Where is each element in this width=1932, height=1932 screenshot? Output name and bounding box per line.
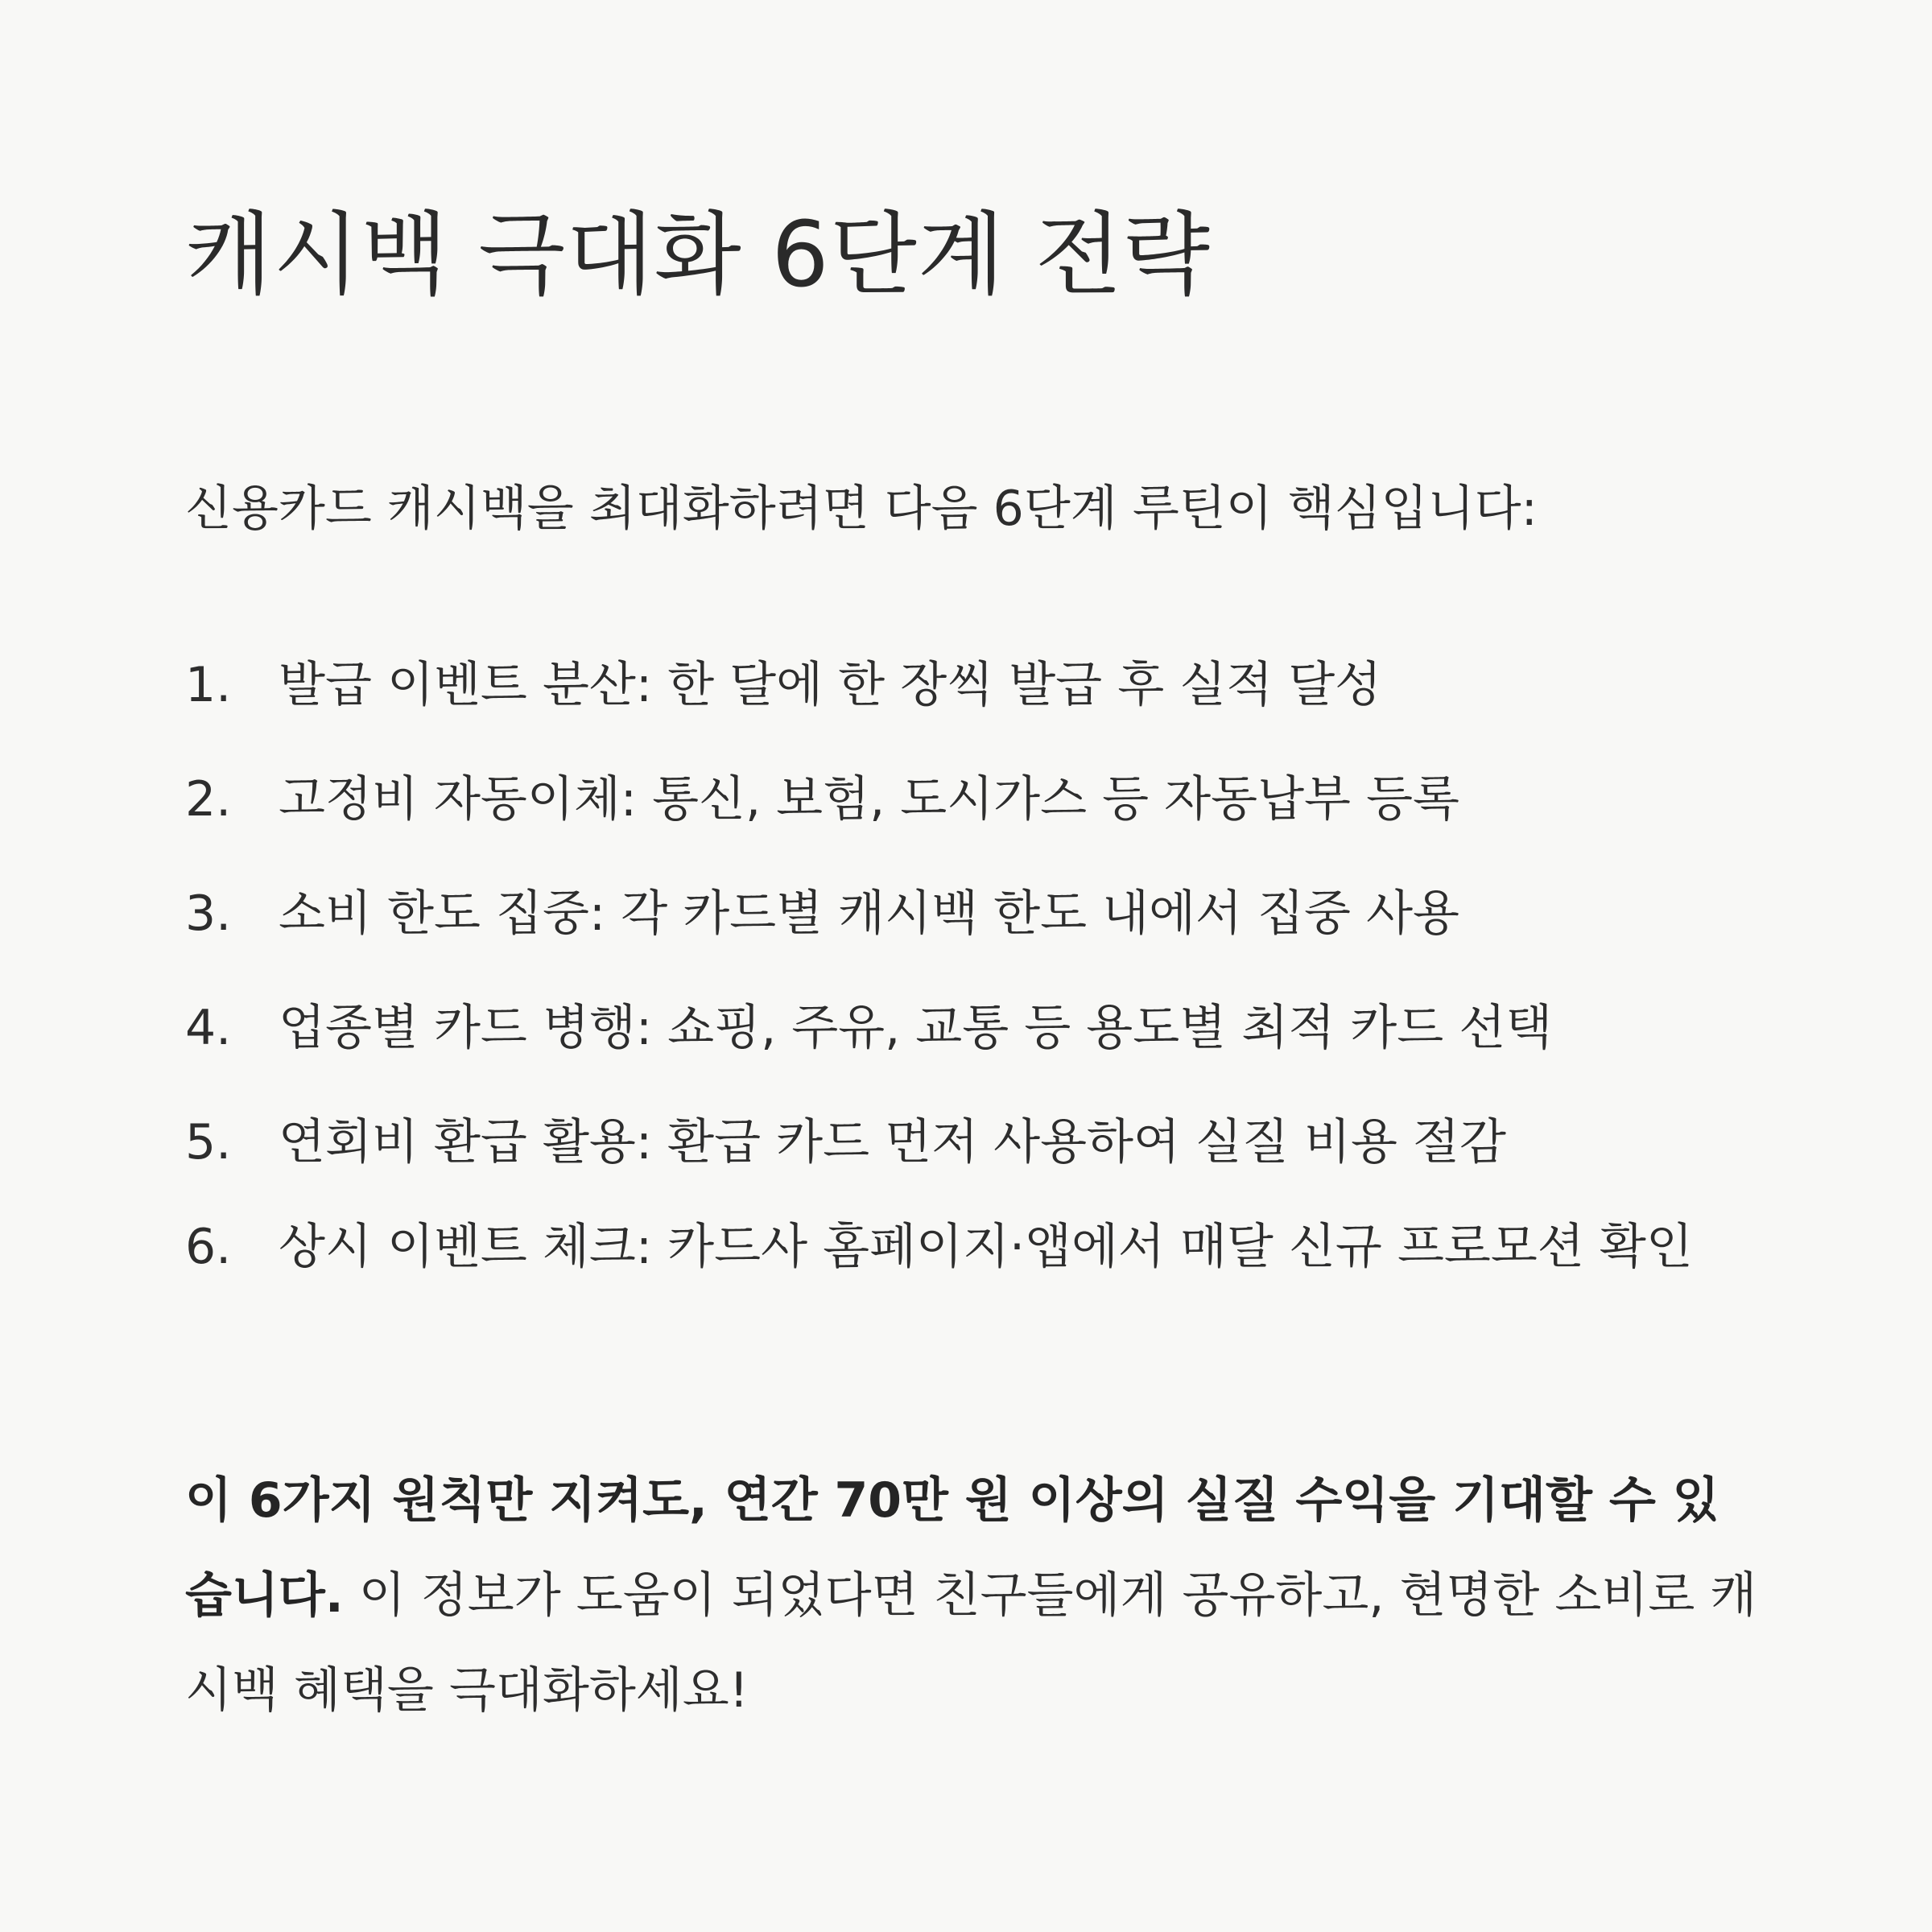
step-item <box>185 1085 1763 1199</box>
intro-paragraph: 신용카드 캐시백을 최대화하려면 다음 6단계 루틴이 핵심입니다: <box>185 481 1538 537</box>
step-text: 상시 이벤트 체크: 카드사 홈페이지·앱에서 매달 신규 프로모션 확인 <box>279 1219 1693 1275</box>
step-item <box>185 857 1763 971</box>
step-number: 1. <box>185 657 232 713</box>
steps-list <box>185 628 1763 1294</box>
step-number: 3. <box>185 886 232 942</box>
step-number: 2. <box>185 771 232 828</box>
step-text: 연회비 환급 활용: 환급 카드 먼저 사용하여 실질 비용 절감 <box>279 1114 1506 1170</box>
step-item <box>185 628 1763 742</box>
step-item <box>185 1199 1763 1294</box>
page-title: 캐시백 극대화 6단계 전략 <box>185 203 1211 308</box>
step-number: 6. <box>185 1219 232 1275</box>
step-number: 5. <box>185 1114 232 1170</box>
step-number: 4. <box>185 1000 232 1056</box>
step-item <box>185 742 1763 857</box>
closing-normal-text: 이 정보가 도움이 되었다면 친구들에게 공유하고, 현명한 소비로 캐시백 혜택을 극대화하세요! <box>185 1567 1757 1719</box>
step-item <box>185 971 1763 1085</box>
step-text: 발급 이벤트 분산: 한 달에 한 장씩 발급 후 실적 달성 <box>279 657 1382 713</box>
step-text: 고정비 자동이체: 통신, 보험, 도시가스 등 자동납부 등록 <box>279 771 1459 828</box>
closing-paragraph <box>185 1453 1763 1738</box>
step-text: 업종별 카드 병행: 쇼핑, 주유, 교통 등 용도별 최적 카드 선택 <box>279 1000 1553 1056</box>
step-text: 소비 한도 집중: 각 카드별 캐시백 한도 내에서 집중 사용 <box>279 886 1459 942</box>
closing-bold-text: 이 6가지 원칙만 지켜도, 연간 70만 원 이상의 실질 수익을 기대할 수 있습니다. <box>185 1472 1719 1624</box>
